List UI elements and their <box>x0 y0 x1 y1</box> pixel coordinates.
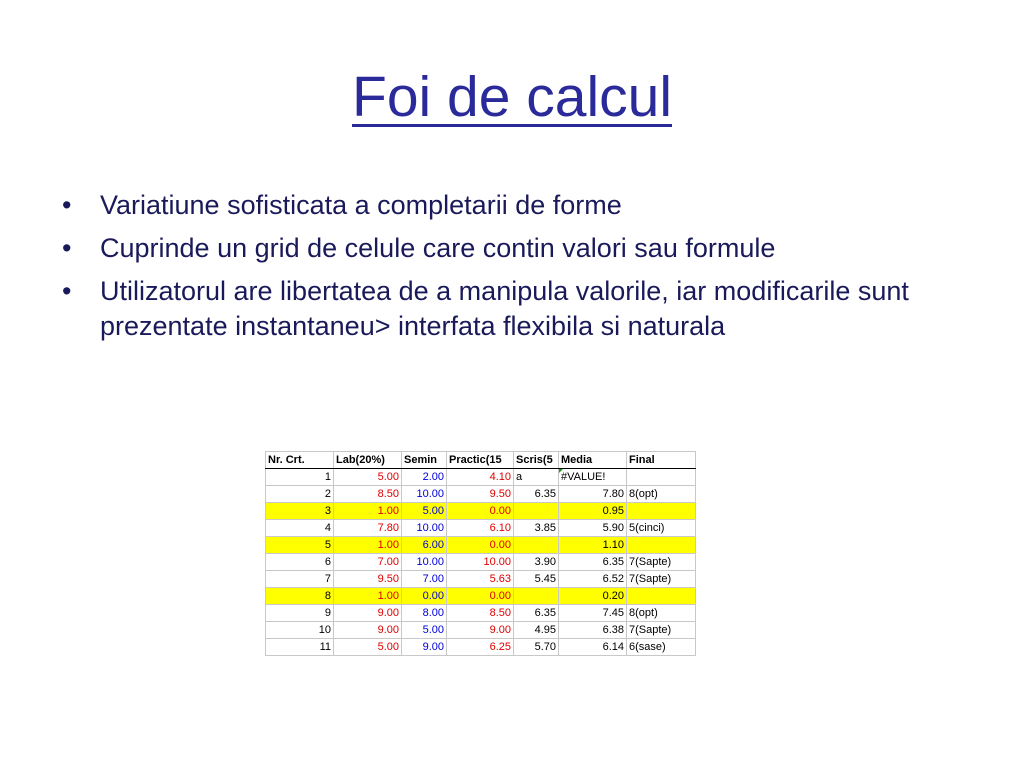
cell-semin[interactable]: 7.00 <box>402 571 447 588</box>
cell-nr[interactable]: 4 <box>266 520 334 537</box>
header-cell[interactable]: Final <box>627 452 696 469</box>
cell-nr[interactable]: 2 <box>266 486 334 503</box>
cell-media[interactable]: #VALUE! <box>559 469 627 486</box>
table-row <box>266 554 696 571</box>
header-cell[interactable]: Media <box>559 452 627 469</box>
cell-lab[interactable]: 9.50 <box>334 571 402 588</box>
cell-final[interactable]: 7(Sapte) <box>627 622 696 639</box>
cell-practic[interactable]: 0.00 <box>447 503 514 520</box>
cell-semin[interactable]: 8.00 <box>402 605 447 622</box>
cell-final[interactable]: 8(opt) <box>627 605 696 622</box>
cell-lab[interactable]: 1.00 <box>334 588 402 605</box>
cell-media[interactable]: 7.80 <box>559 486 627 503</box>
bullet-glyph: • <box>62 233 72 263</box>
cell-scris[interactable]: 6.35 <box>514 605 559 622</box>
cell-practic[interactable]: 9.50 <box>447 486 514 503</box>
cell-final[interactable]: 7(Sapte) <box>627 571 696 588</box>
grades-spreadsheet <box>265 451 696 656</box>
cell-media[interactable]: 6.52 <box>559 571 627 588</box>
cell-nr[interactable]: 1 <box>266 469 334 486</box>
header-cell[interactable]: Practic(15 <box>447 452 514 469</box>
table-row <box>266 622 696 639</box>
cell-media[interactable]: 6.14 <box>559 639 627 656</box>
cell-media[interactable]: 5.90 <box>559 520 627 537</box>
cell-media[interactable]: 7.45 <box>559 605 627 622</box>
cell-lab[interactable]: 9.00 <box>334 605 402 622</box>
cell-scris[interactable]: 3.90 <box>514 554 559 571</box>
cell-practic[interactable]: 6.25 <box>447 639 514 656</box>
cell-semin[interactable]: 9.00 <box>402 639 447 656</box>
cell-nr[interactable]: 10 <box>266 622 334 639</box>
cell-scris[interactable]: 6.35 <box>514 486 559 503</box>
cell-lab[interactable]: 5.00 <box>334 639 402 656</box>
bullet-text: Variatiune sofisticata a completarii de forme <box>100 190 622 220</box>
cell-lab[interactable]: 5.00 <box>334 469 402 486</box>
cell-semin[interactable]: 2.00 <box>402 469 447 486</box>
cell-nr[interactable]: 7 <box>266 571 334 588</box>
cell-nr[interactable]: 8 <box>266 588 334 605</box>
header-cell[interactable]: Lab(20%) <box>334 452 402 469</box>
cell-media[interactable]: 0.20 <box>559 588 627 605</box>
cell-final[interactable]: 6(sase) <box>627 639 696 656</box>
table-row <box>266 639 696 656</box>
header-row <box>266 452 696 469</box>
cell-scris[interactable] <box>514 588 559 605</box>
cell-final[interactable] <box>627 588 696 605</box>
cell-scris[interactable]: a <box>514 469 559 486</box>
cell-lab[interactable]: 1.00 <box>334 537 402 554</box>
cell-semin[interactable]: 0.00 <box>402 588 447 605</box>
bullet-text: Cuprinde un grid de celule care contin valori sau formule <box>100 233 776 263</box>
cell-final[interactable] <box>627 469 696 486</box>
cell-media[interactable]: 6.35 <box>559 554 627 571</box>
cell-nr[interactable]: 5 <box>266 537 334 554</box>
cell-lab[interactable]: 7.80 <box>334 520 402 537</box>
bullet-glyph: • <box>62 190 72 220</box>
table-row <box>266 486 696 503</box>
bullet-glyph: • <box>62 276 72 306</box>
cell-nr[interactable]: 3 <box>266 503 334 520</box>
bullet-text: Utilizatorul are libertatea de a manipula valorile, iar modificarile sunt prezentate instantaneu> interfata flexibila si naturala <box>100 276 909 341</box>
cell-semin[interactable]: 6.00 <box>402 537 447 554</box>
cell-practic[interactable]: 0.00 <box>447 588 514 605</box>
cell-practic[interactable]: 4.10 <box>447 469 514 486</box>
cell-scris[interactable]: 5.70 <box>514 639 559 656</box>
cell-nr[interactable]: 11 <box>266 639 334 656</box>
bullet-item <box>60 188 980 223</box>
bullet-list <box>60 188 980 352</box>
cell-practic[interactable]: 10.00 <box>447 554 514 571</box>
cell-final[interactable] <box>627 537 696 554</box>
bullet-item <box>60 274 980 344</box>
cell-lab[interactable]: 9.00 <box>334 622 402 639</box>
cell-semin[interactable]: 10.00 <box>402 554 447 571</box>
header-cell[interactable]: Scris(5 <box>514 452 559 469</box>
bullet-item <box>60 231 980 266</box>
cell-scris[interactable]: 5.45 <box>514 571 559 588</box>
cell-media[interactable]: 0.95 <box>559 503 627 520</box>
table-row <box>266 571 696 588</box>
cell-practic[interactable]: 5.63 <box>447 571 514 588</box>
header-cell[interactable]: Nr. Crt. <box>266 452 334 469</box>
cell-media[interactable]: 6.38 <box>559 622 627 639</box>
table-row <box>266 503 696 520</box>
cell-practic[interactable]: 6.10 <box>447 520 514 537</box>
cell-semin[interactable]: 5.00 <box>402 622 447 639</box>
table-row <box>266 469 696 486</box>
cell-final[interactable] <box>627 503 696 520</box>
cell-semin[interactable]: 5.00 <box>402 503 447 520</box>
table-row <box>266 605 696 622</box>
slide-title: Foi de calcul <box>352 65 672 129</box>
table-row <box>266 588 696 605</box>
cell-final[interactable]: 5(cinci) <box>627 520 696 537</box>
cell-practic[interactable]: 8.50 <box>447 605 514 622</box>
cell-semin[interactable]: 10.00 <box>402 520 447 537</box>
cell-scris[interactable]: 3.85 <box>514 520 559 537</box>
cell-semin[interactable]: 10.00 <box>402 486 447 503</box>
cell-nr[interactable]: 9 <box>266 605 334 622</box>
cell-final[interactable]: 8(opt) <box>627 486 696 503</box>
header-cell[interactable]: Semin <box>402 452 447 469</box>
cell-scris[interactable] <box>514 537 559 554</box>
cell-practic[interactable]: 0.00 <box>447 537 514 554</box>
table-row <box>266 537 696 554</box>
cell-practic[interactable]: 9.00 <box>447 622 514 639</box>
cell-lab[interactable]: 8.50 <box>334 486 402 503</box>
cell-media[interactable]: 1.10 <box>559 537 627 554</box>
table-row <box>266 520 696 537</box>
cell-scris[interactable]: 4.95 <box>514 622 559 639</box>
cell-final[interactable]: 7(Sapte) <box>627 554 696 571</box>
cell-nr[interactable]: 6 <box>266 554 334 571</box>
cell-scris[interactable] <box>514 503 559 520</box>
cell-lab[interactable]: 7.00 <box>334 554 402 571</box>
cell-lab[interactable]: 1.00 <box>334 503 402 520</box>
